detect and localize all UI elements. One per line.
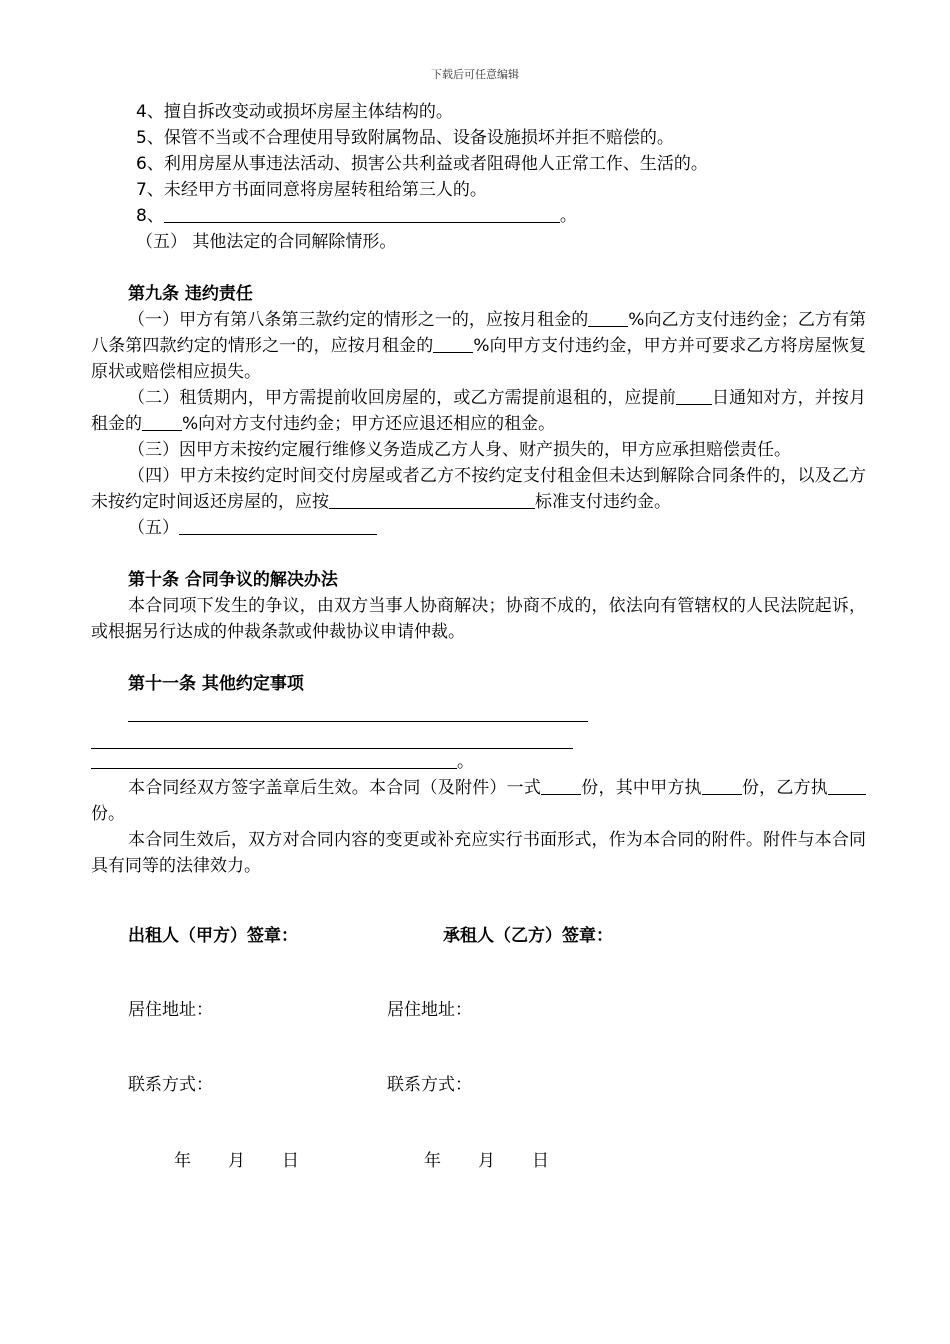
paragraph: （五） — [91, 515, 866, 541]
blank-field[interactable] — [676, 386, 712, 405]
list-item — [91, 203, 866, 229]
paragraph: 本合同经双方签字盖章后生效。本合同（及附件）一式 份，其中甲方执 份，乙方执份。 — [91, 775, 866, 827]
blank-line-end — [91, 749, 866, 775]
paragraph: 本合同生效后，双方对合同内容的变更或补充应实行书面形式，作为本合同的附件。附件与本合同具有同等的法律效力。 — [91, 830, 866, 876]
list-item: 5、保管不当或不合理使用导致附属物品、设备设施损坏并拒不赔偿的。 — [136, 128, 674, 148]
blank-field[interactable] — [91, 750, 457, 769]
blank-field[interactable] — [329, 490, 535, 509]
date-year: 年 — [174, 1151, 191, 1171]
date-day: 日 — [532, 1151, 549, 1171]
paragraph: （四）甲方未按约定时间交付房屋或者乙方不按约定支付租金但未达到解除合同条件的，以及乙方未按约定时间返还房屋的，应按 标准支付违约金。 — [91, 466, 866, 512]
blank-field[interactable] — [828, 776, 866, 795]
address-row — [91, 997, 866, 1023]
contact-row — [91, 1072, 866, 1098]
page-header: 下载后可任意编辑 — [431, 68, 519, 81]
date-row — [91, 1148, 866, 1174]
article-9-title: 第九条 违约责任 — [128, 284, 253, 304]
lessee-address-label: 居住地址： — [387, 1000, 472, 1020]
blank-line[interactable] — [91, 722, 573, 749]
list-item: 6、利用房屋从事违法活动、损害公共利益或者阻碍他人正常工作、生活的。 — [136, 154, 708, 174]
lessor-address-label: 居住地址： — [128, 1000, 213, 1020]
paragraph: 本合同项下发生的争议，由双方当事人协商解决；协商不成的，依法向有管辖权的人民法院起诉，或根据另行达成的仲裁条款或仲裁协议申请仲裁。 — [91, 596, 866, 642]
period: 。 — [457, 752, 474, 772]
blank-field[interactable] — [702, 776, 742, 795]
lessee-signature-label: 承租人（乙方）签章： — [443, 926, 613, 946]
blank-field[interactable] — [541, 776, 581, 795]
blank-field[interactable] — [179, 516, 377, 535]
signature-row — [91, 923, 866, 949]
blank-field[interactable] — [142, 412, 182, 431]
article-11-title: 第十一条 其他约定事项 — [128, 674, 304, 694]
blank-field[interactable] — [588, 308, 628, 327]
lessor-contact-label: 联系方式： — [128, 1075, 213, 1095]
list-item: 4、擅自拆改变动或损坏房屋主体结构的。 — [136, 102, 453, 122]
list-item: （五） 其他法定的合同解除情形。 — [136, 232, 397, 252]
paragraph: （一）甲方有第八条第三款约定的情形之一的，应按月租金的 %向乙方支付违约金；乙方有第八条第四款约定的情形之一的，应按月租金的 %向甲方支付违约金，甲方并可要求乙方将房屋恢复原状或赔偿相应损失。 — [91, 310, 867, 382]
list-item: 7、未经甲方书面同意将房屋转租给第三人的。 — [136, 180, 487, 200]
contract-page — [91, 99, 866, 1174]
blank-line[interactable] — [128, 697, 588, 722]
article-10-title: 第十条 合同争议的解决办法 — [128, 570, 338, 590]
list-item-label: 8、 — [136, 206, 164, 226]
lessor-signature-label: 出租人（甲方）签章： — [128, 926, 298, 946]
date-month: 月 — [478, 1151, 495, 1171]
date-day: 日 — [282, 1151, 299, 1171]
date-month: 月 — [228, 1151, 245, 1171]
paragraph: （二）租赁期内，甲方需提前收回房屋的，或乙方需提前退租的，应提前 日通知对方，并按月租金的 %向对方支付违约金；甲方还应退还相应的租金。 — [91, 388, 867, 434]
date-year: 年 — [424, 1151, 441, 1171]
blank-field[interactable] — [164, 204, 560, 223]
blank-field[interactable] — [433, 334, 473, 353]
paragraph: （三）因甲方未按约定履行维修义务造成乙方人身、财产损失的，甲方应承担赔偿责任。 — [128, 440, 791, 460]
period: 。 — [559, 206, 577, 226]
lessee-contact-label: 联系方式： — [387, 1075, 472, 1095]
